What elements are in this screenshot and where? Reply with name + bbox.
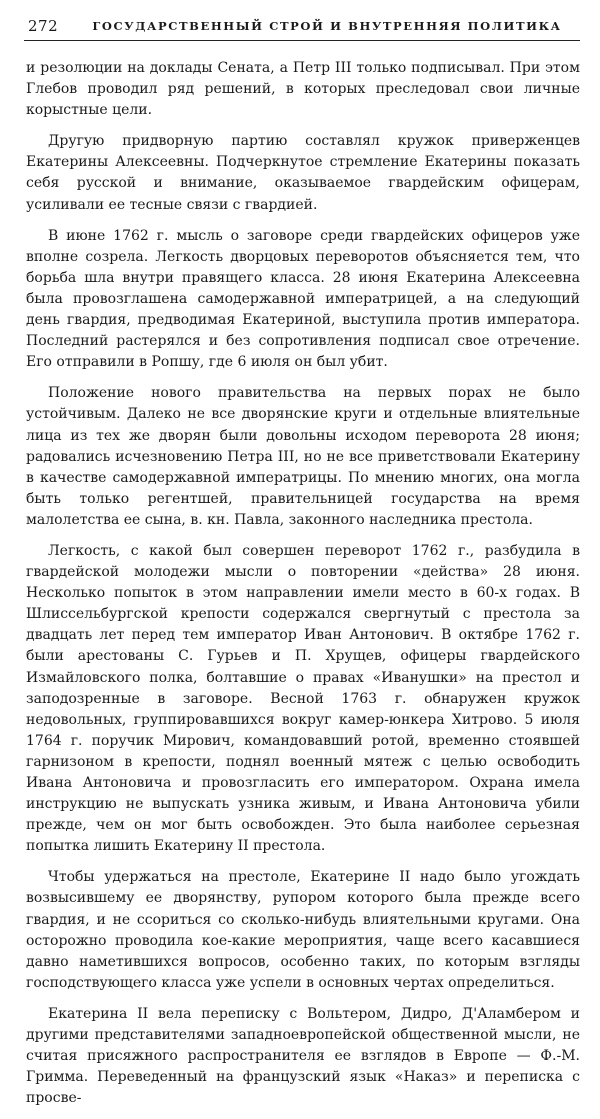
paragraph-5: Легкость, с какой был совершен переворот 1762 г., разбудила в гвардейской молодежи мысли о повторении «действа» 28 июня. Несколько попыток в этом направлении имели место в 60-х годах. В Шлиссельбургской крепости содержался свергнутый с престола за двадцать лет перед тем император Иван Антонович. В октябре 1762 г. были арестованы С. Гурьев и П. Хрущев, офицеры гвардейского Измайловского полка, болтавшие о правах «Иванушки» на престол и заподозренные в заговоре. Весной 1763 г. обнаружен кружок недовольных, группировавшихся вокруг камер-юнкера Хитрово. 5 июля 1764 г. поручик Мирович, командовавший ротой, временно стоявшей гарнизоном в крепости, поднял военный мятеж с целью освободить Ивана Антоновича и провозгласить его императором. Охрана имела инструкцию не выпускать узника живым, и Ивана Антоновича убили прежде, чем он мог быть освобожден. Это была наиболее серьезная попытка лишить Екатерину II престола.: [26, 542, 580, 855]
paragraph-2: Другую придворную партию составлял кружок приверженцев Екатерины Алексеевны. Подчеркнутое стремление Екатерины показать себя русской и внимание, оказываемое гвардейским офицерам, усиливали ее тесные связи с гвардией.: [26, 133, 580, 213]
paragraph-4: Положение нового правительства на первых порах не было устойчивым. Далеко не все дворянские круги и отдельные влиятельные лица из тех же дворян были довольны исходом переворота 28 июня; радовались исчезновению Петра III, но не все приветствовали Екатерину в качестве самодержавной императрицы. По мнению многих, она могла быть только регентшей, правительницей государства на время малолетства ее сына, в. кн. Павла, законного наследника престола.: [26, 385, 580, 528]
text-body: [26, 58, 580, 1119]
paragraph-7: Екатерина II вела переписку с Вольтером, Дидро, Д'Аламбером и другими представителями западноевропейской общественной мысли, не считая присяжного распространителя ее взглядов в Европе — Ф.-М. Гримма. Переведенный на французский язык «Наказ» и переписка с просве-: [26, 1005, 580, 1107]
running-title: ГОСУДАРСТВЕННЫЙ СТРОЙ И ВНУТРЕННЯЯ ПОЛИТИКА: [92, 19, 562, 33]
page-number: 272: [28, 17, 59, 35]
paragraph-3: В июне 1762 г. мысль о заговоре среди гвардейских офицеров уже вполне созрела. Легкость дворцовых переворотов объясняется тем, что борьба шла внутри правящего класса. 28 июня Екатерина Алексеевна была провозглашена самодержавной императрицей, а на следующий день гвардия, предводимая Екатериной, выступила против императора. Последний растерялся и без сопротивления подписал свое отречение. Его отправили в Ропшу, где 6 июля он был убит.: [26, 227, 580, 371]
page-header: [24, 12, 580, 41]
paragraph-6: Чтобы удержаться на престоле, Екатерине II надо было угождать возвысившему ее дворянству, рупором которого была прежде всего гвардия, и не ссориться со сколько-нибудь влиятельными кругами. Она осторожно проводила кое-какие мероприятия, чаще всего касавшиеся давно наметившихся вопросов, особенно таких, по которым взгляды господствующего класса уже успели в основных чертах определиться.: [26, 869, 580, 991]
paragraph-1: и резолюции на доклады Сената, а Петр III только подписывал. При этом Глебов проводил ряд решений, в которых преследовал свои личные корыстные цели.: [26, 60, 580, 119]
